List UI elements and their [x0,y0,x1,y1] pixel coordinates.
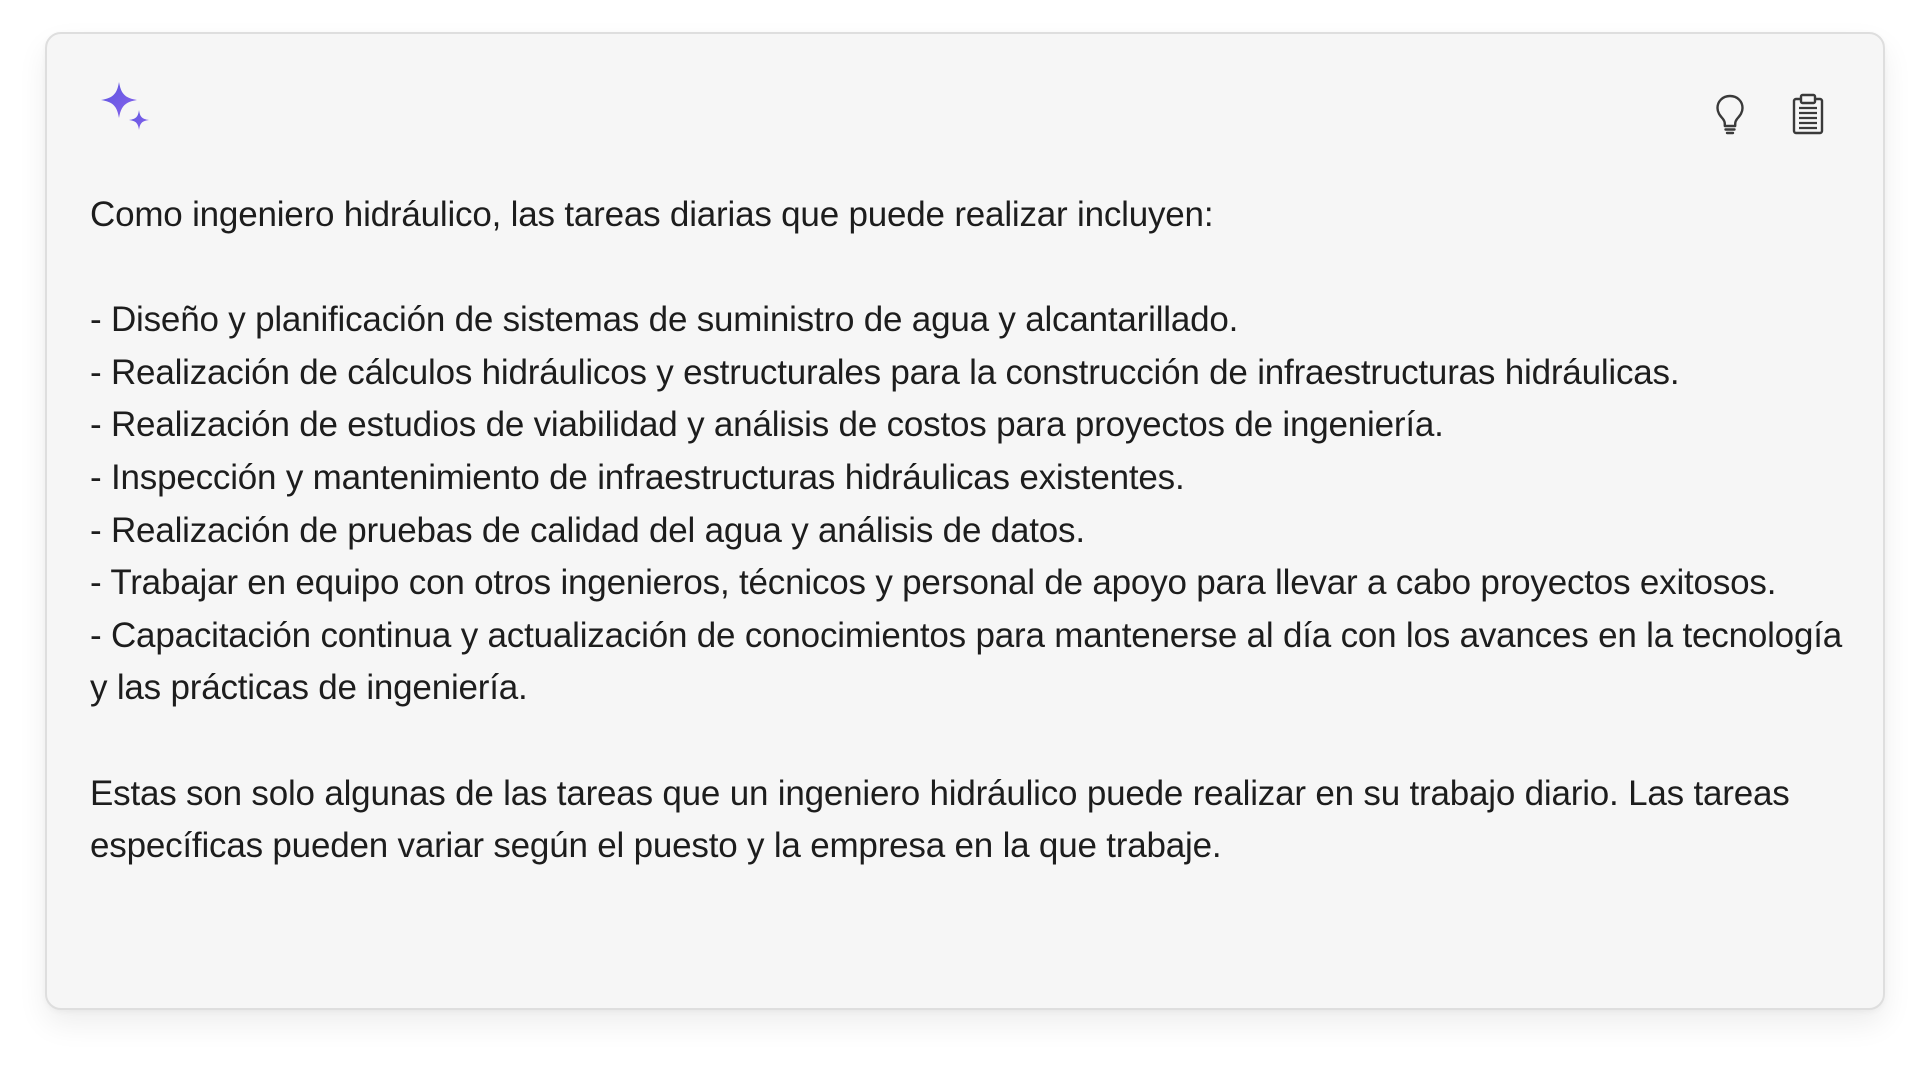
ai-response-card [45,32,1885,1010]
task-item: - Capacitación continua y actualización de conocimientos para mantenerse al día con los avances en la tecnología y las prácticas de ingeniería. [90,615,1843,708]
task-item: - Realización de pruebas de calidad del agua y análisis de datos. [90,510,1085,550]
task-item: - Realización de cálculos hidráulicos y estructurales para la construcción de infraestructuras hidráulicas. [90,352,1680,392]
copy-button[interactable] [1789,94,1827,138]
task-item: - Realización de estudios de viabilidad y análisis de costos para proyectos de ingeniería. [90,405,1444,445]
response-actions [1711,94,1827,138]
clipboard-icon [1791,93,1825,140]
response-closing: Estas son solo algunas de las tareas que un ingeniero hidráulico puede realizar en su trabajo diario. Las tareas específicas pueden variar según el puesto y la empresa en la que trabaje. [90,773,1790,866]
response-text [90,189,1850,873]
task-item: - Inspección y mantenimiento de infraestructuras hidráulicas existentes. [90,457,1185,497]
lightbulb-button[interactable] [1711,94,1749,138]
sparkle-icon [97,80,153,136]
task-list [90,294,1850,715]
lightbulb-icon [1714,93,1746,140]
response-intro: Como ingeniero hidráulico, las tareas diarias que puede realizar incluyen: [90,195,1214,234]
task-item: - Trabajar en equipo con otros ingenieros, técnicos y personal de apoyo para llevar a cabo proyectos exitosos. [90,563,1777,603]
task-item: - Diseño y planificación de sistemas de suministro de agua y alcantarillado. [90,300,1239,340]
